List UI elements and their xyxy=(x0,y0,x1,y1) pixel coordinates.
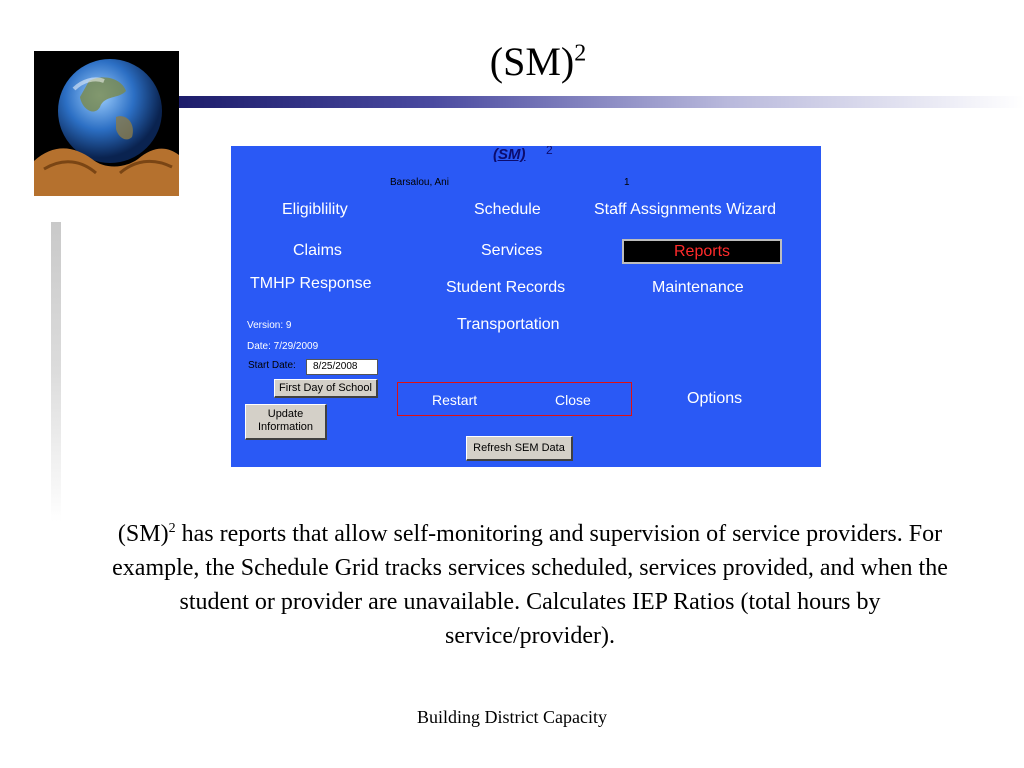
version-label: Version: 9 xyxy=(247,320,292,331)
options-button[interactable]: Options xyxy=(687,390,743,407)
refresh-sem-data-button[interactable]: Refresh SEM Data xyxy=(466,436,573,461)
body-superscript: 2 xyxy=(168,521,176,536)
slide-title-superscript: 2 xyxy=(574,40,587,67)
nav-tmhp-response[interactable]: TMHP Response xyxy=(250,275,372,292)
nav-reports[interactable]: Reports xyxy=(622,239,782,264)
nav-transportation[interactable]: Transportation xyxy=(457,316,560,333)
start-date-input[interactable]: 8/25/2008 xyxy=(306,359,378,375)
start-date-label: Start Date: xyxy=(248,360,296,371)
body-prefix: (SM) xyxy=(117,521,169,547)
restart-close-group xyxy=(397,382,632,416)
body-paragraph xyxy=(110,512,950,653)
slide-title: (SM)$^2$ xyxy=(489,39,587,84)
side-gradient-bar xyxy=(51,222,61,522)
user-name: Barsalou, Ani xyxy=(390,177,449,188)
app-title: (SM) xyxy=(493,146,526,163)
update-button-line1: Update xyxy=(267,408,304,420)
nav-services[interactable]: Services xyxy=(481,242,543,259)
update-information-button[interactable] xyxy=(245,404,327,440)
date-label: Date: 7/29/2009 xyxy=(247,341,319,352)
user-number: 1 xyxy=(624,177,630,188)
nav-staff-assignments-wizard[interactable]: Staff Assignments Wizard xyxy=(594,201,776,218)
nav-claims[interactable]: Claims xyxy=(293,242,342,259)
nav-student-records[interactable]: Student Records xyxy=(446,279,566,296)
title-gradient-bar xyxy=(179,96,1024,108)
close-button[interactable]: Close xyxy=(555,392,591,408)
nav-maintenance[interactable]: Maintenance xyxy=(652,279,744,296)
first-day-of-school-button[interactable]: First Day of School xyxy=(274,379,378,398)
slide-footer: Building District Capacity xyxy=(417,707,607,727)
app-title-superscript: 2 xyxy=(546,146,553,157)
sm2-app-window xyxy=(231,146,821,467)
restart-button[interactable]: Restart xyxy=(432,392,478,408)
update-button-line2: Information xyxy=(257,421,314,433)
nav-schedule[interactable]: Schedule xyxy=(474,201,541,218)
body-text: has reports that allow self-monitoring and supervision of service providers. For example, the Schedule Grid tracks services scheduled, services provided, and when the student or provider are unavailable. Calculates IEP Ratios (total hours by service/provider). xyxy=(112,521,948,649)
nav-eligibility[interactable]: Eligiblility xyxy=(282,201,348,218)
